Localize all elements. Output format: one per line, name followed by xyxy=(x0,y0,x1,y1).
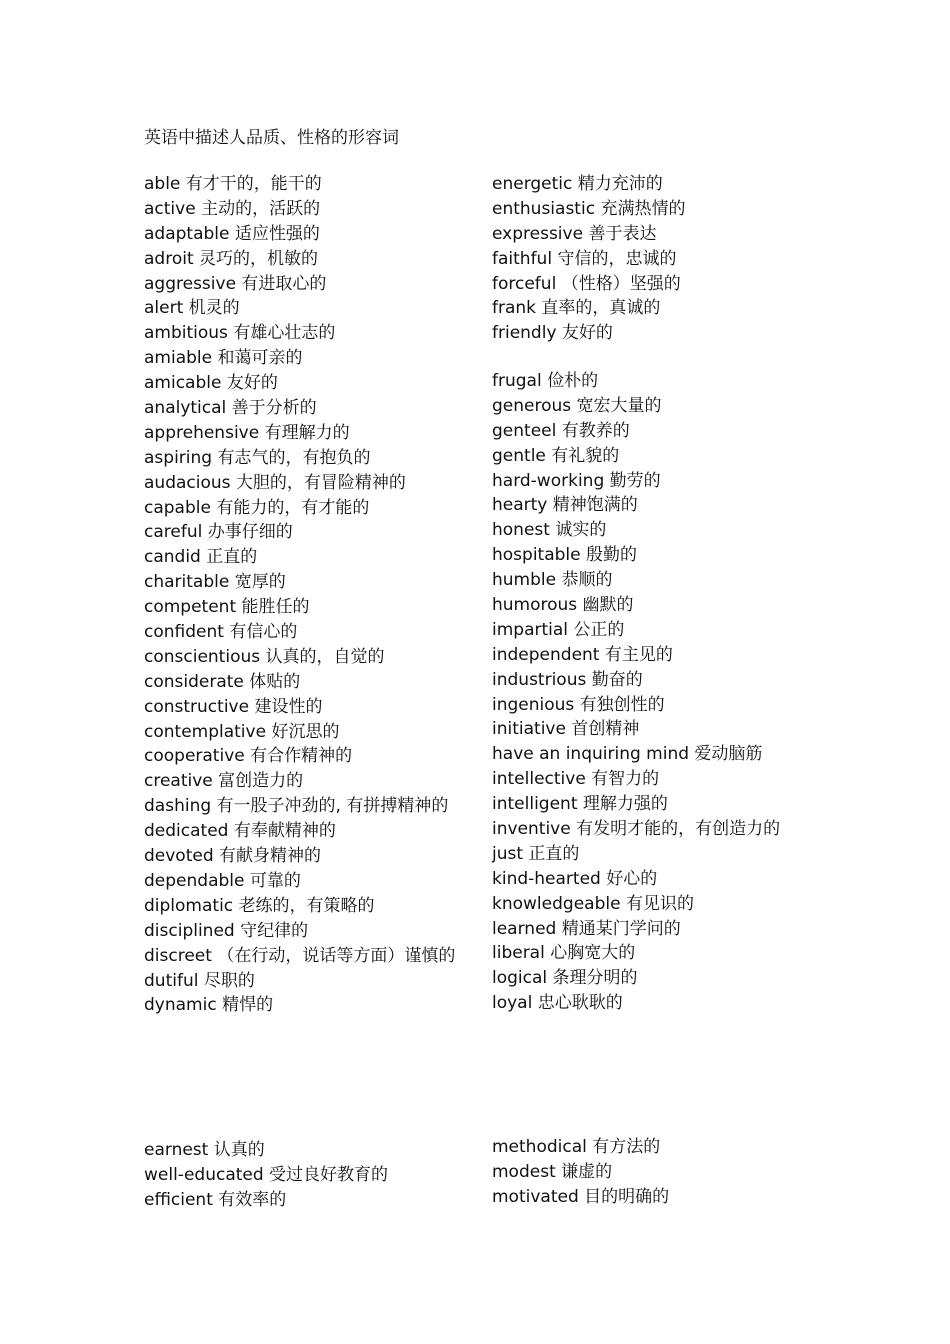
word-entry: expressive 善于表达 xyxy=(492,223,657,244)
word-entry: cooperative 有合作精神的 xyxy=(144,746,353,767)
word-entry: considerate 体贴的 xyxy=(144,671,301,692)
word-entry: independent 有主见的 xyxy=(492,644,673,665)
word-entry: confident 有信心的 xyxy=(144,622,298,643)
word-entry: humorous 幽默的 xyxy=(492,595,634,616)
word-entry: conscientious 认真的，自觉的 xyxy=(144,646,385,667)
word-entry: just 正直的 xyxy=(492,843,580,864)
word-entry: analytical 善于分析的 xyxy=(144,398,317,419)
word-entry: diplomatic 老练的，有策略的 xyxy=(144,895,375,916)
word-entry: hearty 精神饱满的 xyxy=(492,495,638,516)
word-entry: discreet （在行动，说话等方面）谨慎的 xyxy=(144,945,456,966)
word-list-right-main xyxy=(492,369,780,1016)
word-entry: contemplative 好沉思的 xyxy=(144,721,340,742)
word-entry: dynamic 精悍的 xyxy=(144,995,274,1016)
word-entry: industrious 勤奋的 xyxy=(492,669,643,690)
word-entry: frank 直率的，真诚的 xyxy=(492,298,661,319)
word-list-left-bottom xyxy=(144,1138,388,1213)
word-entry: honest 诚实的 xyxy=(492,520,607,541)
word-entry: charitable 宽厚的 xyxy=(144,572,286,593)
word-entry: learned 精通某门学问的 xyxy=(492,918,681,939)
word-entry: enthusiastic 充满热情的 xyxy=(492,198,686,219)
word-entry: constructive 建设性的 xyxy=(144,696,323,717)
word-entry: dashing 有一股子冲劲的, 有拼搏精神的 xyxy=(144,796,449,817)
word-entry: efficient 有效率的 xyxy=(144,1189,287,1210)
word-entry: well-educated 受过良好教育的 xyxy=(144,1164,389,1185)
word-entry: modest 谦虚的 xyxy=(492,1161,613,1182)
word-entry: knowledgeable 有见识的 xyxy=(492,893,694,914)
page-title: 英语中描述人品质、性格的形容词 xyxy=(144,128,399,148)
word-entry: loyal 忠心耿耿的 xyxy=(492,993,623,1014)
word-entry: friendly 友好的 xyxy=(492,323,613,344)
word-entry: have an inquiring mind 爱动脑筋 xyxy=(492,744,763,765)
word-list-left xyxy=(144,172,455,1018)
word-entry: dependable 可靠的 xyxy=(144,870,301,891)
word-entry: intelligent 理解力强的 xyxy=(492,794,668,815)
word-list-right-top xyxy=(492,172,685,346)
word-entry: hard-working 勤劳的 xyxy=(492,470,661,491)
word-entry: adaptable 适应性强的 xyxy=(144,223,320,244)
word-entry: impartial 公正的 xyxy=(492,619,625,640)
word-entry: ingenious 有独创性的 xyxy=(492,694,665,715)
word-entry: adroit 灵巧的，机敏的 xyxy=(144,248,319,269)
word-entry: amicable 友好的 xyxy=(144,373,278,394)
word-entry: genteel 有教养的 xyxy=(492,420,630,441)
word-entry: methodical 有方法的 xyxy=(492,1137,661,1157)
word-entry: humble 恭顺的 xyxy=(492,570,613,591)
word-entry: energetic 精力充沛的 xyxy=(492,174,663,194)
word-entry: faithful 守信的，忠诚的 xyxy=(492,248,677,269)
word-entry: aggressive 有进取心的 xyxy=(144,273,327,294)
word-entry: inventive 有发明才能的，有创造力的 xyxy=(492,819,781,840)
word-entry: generous 宽宏大量的 xyxy=(492,395,662,416)
word-entry: frugal 俭朴的 xyxy=(492,371,599,391)
word-entry: earnest 认真的 xyxy=(144,1140,265,1160)
word-entry: competent 能胜任的 xyxy=(144,597,310,618)
word-entry: amiable 和蔼可亲的 xyxy=(144,348,303,369)
word-list-right-bottom xyxy=(492,1135,669,1210)
word-entry: aspiring 有志气的，有抱负的 xyxy=(144,447,371,468)
word-entry: motivated 目的明确的 xyxy=(492,1186,670,1207)
word-entry: ambitious 有雄心壮志的 xyxy=(144,323,336,344)
word-entry: candid 正直的 xyxy=(144,547,258,568)
word-entry: gentle 有礼貌的 xyxy=(492,445,620,466)
word-entry: capable 有能力的，有才能的 xyxy=(144,497,370,518)
word-entry: liberal 心胸宽大的 xyxy=(492,943,636,964)
word-entry: creative 富创造力的 xyxy=(144,771,304,792)
word-entry: careful 办事仔细的 xyxy=(144,522,293,543)
word-entry: logical 条理分明的 xyxy=(492,968,638,989)
word-entry: disciplined 守纪律的 xyxy=(144,920,309,941)
word-entry: alert 机灵的 xyxy=(144,298,240,319)
word-entry: apprehensive 有理解力的 xyxy=(144,422,350,443)
word-entry: dedicated 有奉献精神的 xyxy=(144,821,336,842)
word-entry: dutiful 尽职的 xyxy=(144,970,255,991)
word-entry: kind-hearted 好心的 xyxy=(492,868,658,889)
word-entry: hospitable 殷勤的 xyxy=(492,545,638,566)
word-entry: devoted 有献身精神的 xyxy=(144,846,322,867)
word-entry: forceful （性格）坚强的 xyxy=(492,273,681,294)
word-entry: initiative 首创精神 xyxy=(492,719,640,740)
word-entry: active 主动的，活跃的 xyxy=(144,198,321,219)
word-entry: intellective 有智力的 xyxy=(492,769,660,790)
word-entry: audacious 大胆的，有冒险精神的 xyxy=(144,472,406,493)
word-entry: able 有才干的，能干的 xyxy=(144,174,322,194)
